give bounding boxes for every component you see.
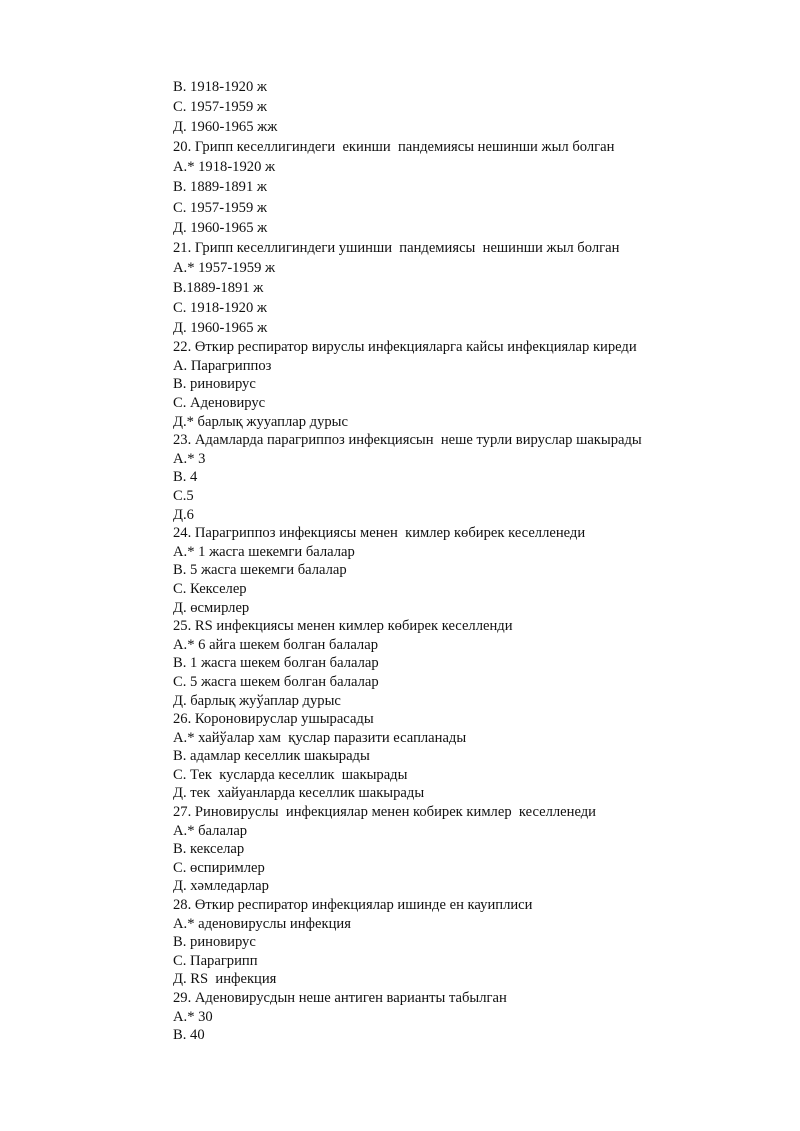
text-line: 29. Аденовирусдын неше антиген варианты табылган bbox=[173, 990, 507, 1006]
text-line: А.* 1918-1920 ж bbox=[173, 159, 276, 176]
text-line: Д. 1960-1965 жж bbox=[173, 119, 278, 136]
text-line: Д. RS инфекция bbox=[173, 971, 277, 988]
text-line: С. Аденовирус bbox=[173, 395, 266, 411]
text-line: А.* 1957-1959 ж bbox=[173, 259, 276, 276]
text-line: А.* балалар bbox=[173, 822, 248, 839]
text-line: В. 40 bbox=[173, 1027, 205, 1044]
text-line: С. Тек кусларда кеселлик шакырады bbox=[173, 766, 408, 783]
text-line: В. 4 bbox=[173, 469, 198, 486]
text-line: В. 1918-1920 ж bbox=[173, 79, 267, 95]
text-line: 22. Өткир респиратор вируслы инфекцияларга кайсы инфекциялар киреди bbox=[173, 339, 637, 356]
text-line: 24. Парагриппоз инфекциясы менен кимлер көбирек кеселленеди bbox=[173, 525, 586, 542]
text-line: А.* хайўалар хам қуслар паразити есапланады bbox=[173, 729, 467, 746]
text-line: А. Парагриппоз bbox=[173, 357, 272, 374]
text-line: А.* 6 айга шекем болган балалар bbox=[173, 636, 378, 653]
text-line: Д. 1960-1965 ж bbox=[173, 320, 268, 337]
text-line: Д.* барлық жууаплар дурыс bbox=[173, 413, 348, 430]
text-line: С. 1957-1959 ж bbox=[173, 199, 267, 216]
text-line: 25. RS инфекциясы менен кимлер көбирек кеселленди bbox=[173, 618, 513, 635]
document-page bbox=[173, 77, 773, 1045]
text-line: А.* 1 жасга шекемги балалар bbox=[173, 543, 355, 560]
text-line: 27. Риновируслы инфекциялар менен кобирек кимлер кеселленеди bbox=[173, 804, 596, 821]
text-line: В.1889-1891 ж bbox=[173, 279, 264, 296]
text-line: Д. тек хайуанларда кеселлик шакырады bbox=[173, 785, 425, 802]
text-line: В. риновирус bbox=[173, 376, 256, 393]
text-line: С. 1957-1959 ж bbox=[173, 99, 267, 116]
text-line: С. 5 жасга шекем болган балалар bbox=[173, 673, 379, 690]
text-line: 28. Өткир респиратор инфекциялар ишинде ен кауиплиси bbox=[173, 897, 533, 914]
text-line: С.5 bbox=[173, 487, 194, 504]
text-line: 23. Адамларда парагриппоз инфекциясын неше турли вируслар шакырады bbox=[173, 432, 642, 449]
text-line: А.* аденовируслы инфекция bbox=[173, 915, 351, 932]
text-line: А.* 30 bbox=[173, 1008, 213, 1025]
text-line: В. 1 жасга шекем болган балалар bbox=[173, 655, 379, 672]
text-line: Д. хәмледарлар bbox=[173, 878, 269, 895]
text-line: С. өспиримлер bbox=[173, 859, 265, 876]
text-line: Д. барлық жуўаплар дурыс bbox=[173, 692, 341, 709]
text-line: В. риновирус bbox=[173, 934, 256, 951]
text-line: В. 1889-1891 ж bbox=[173, 179, 267, 196]
text-line: С. Парагрипп bbox=[173, 952, 258, 969]
text-line: С. 1918-1920 ж bbox=[173, 300, 267, 317]
text-line: 20. Грипп кеселлигиндеги екинши пандемиясы нешинши жыл болган bbox=[173, 139, 615, 156]
text-line: Д.6 bbox=[173, 506, 194, 523]
text-line: 21. Грипп кеселлигиндеги ушинши пандемиясы нешинши жыл болган bbox=[173, 239, 620, 256]
text-line: В. адамлар кеселлик шакырады bbox=[173, 748, 370, 765]
text-line: В. 5 жасга шекемги балалар bbox=[173, 562, 347, 579]
text-line: А.* 3 bbox=[173, 450, 206, 467]
text-line: С. Кекселер bbox=[173, 580, 247, 597]
text-line: В. кекселар bbox=[173, 841, 245, 858]
text-line: Д. өсмирлер bbox=[173, 599, 250, 616]
text-line: Д. 1960-1965 ж bbox=[173, 219, 268, 236]
text-line: 26. Короновируслар ушырасады bbox=[173, 711, 374, 728]
